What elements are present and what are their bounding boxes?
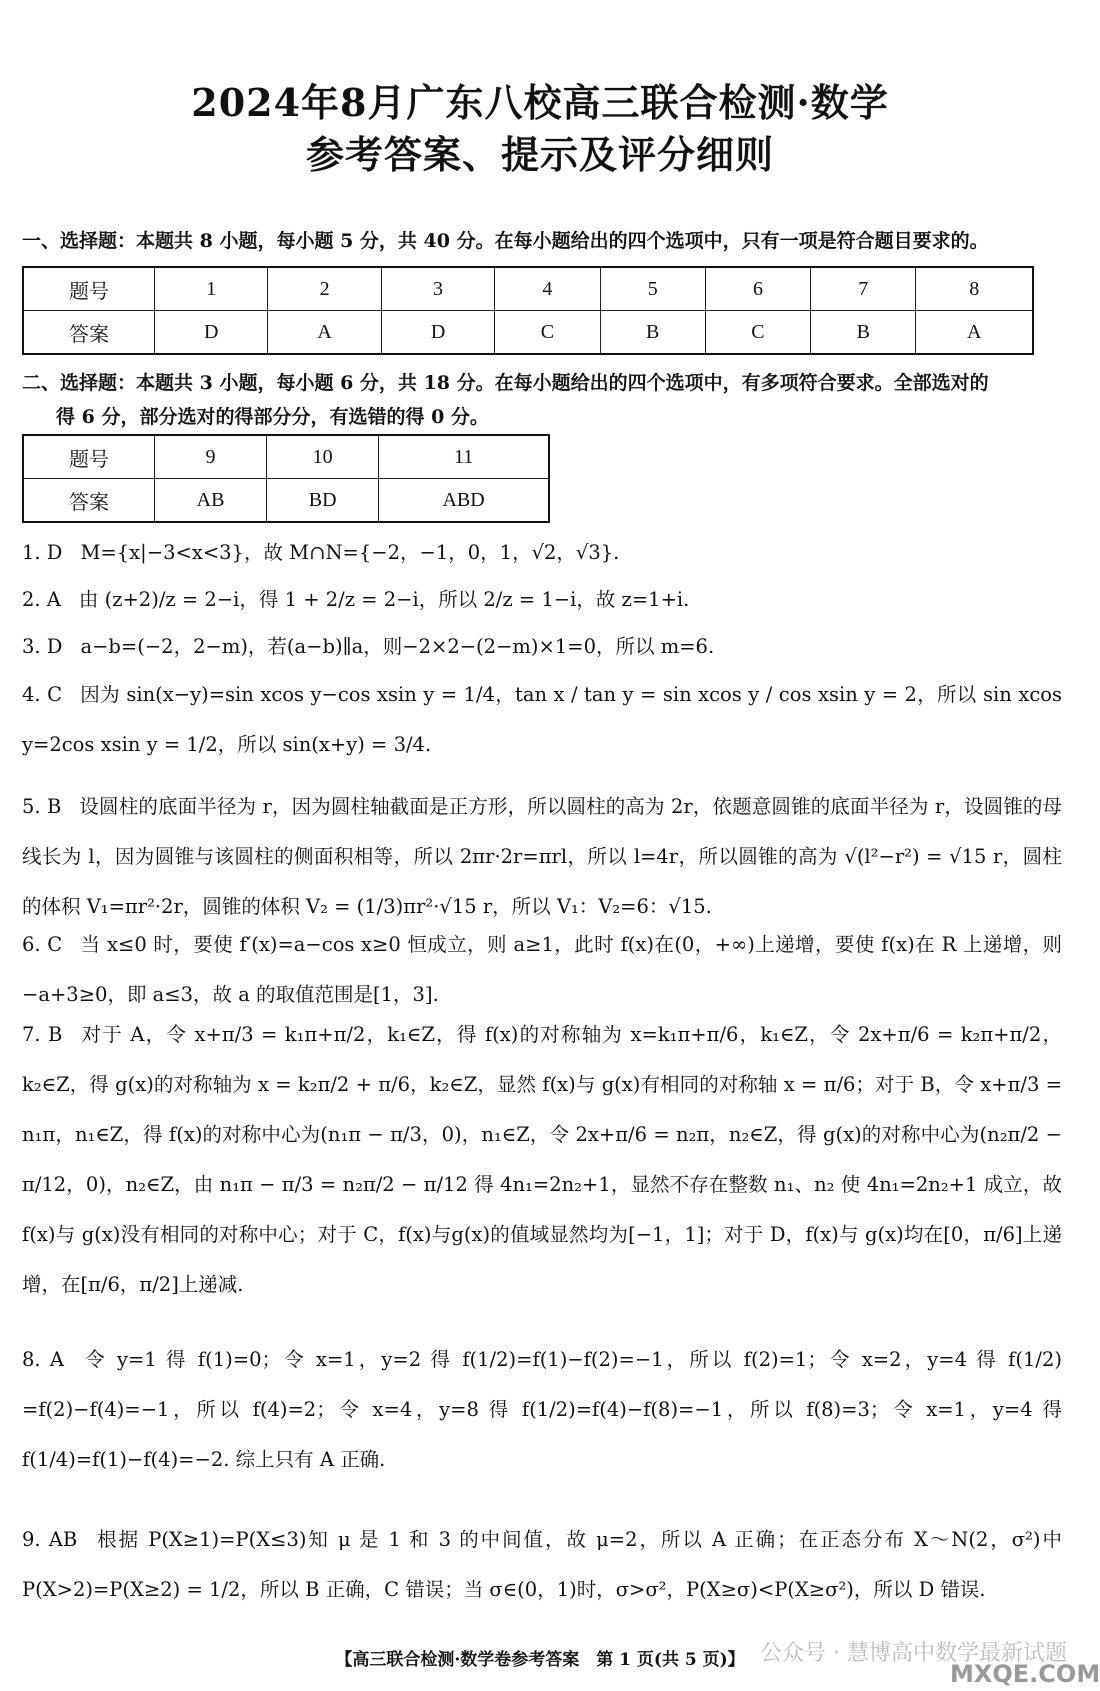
table-cell: 3 <box>381 267 494 311</box>
table-cell: 7 <box>811 267 916 311</box>
solution-text: a−b=(−2，2−m)，若(a−b)∥a，则−2×2−(2−m)×1=0，所以 m=6. <box>80 635 715 658</box>
solution-number: 9. AB <box>22 1528 78 1551</box>
solution-text: 因为 sin(x−y)=sin xcos y−cos xsin y = 1/4，tan x / tan y = sin xcos y / cos xsin y = 2，所以 sin xcos y=2cos xsin y = 1/2，所以 sin(x+y) = 3/4. <box>22 683 1062 756</box>
solution-number: 6. C <box>22 933 63 956</box>
solution-number: 3. D <box>22 635 63 658</box>
solution-text: 设圆柱的底面半径为 r，因为圆柱轴截面是正方形，所以圆柱的高为 2r，依题意圆锥的底面半径为 r，设圆锥的母线长为 l，因为圆锥与该圆柱的侧面积相等，所以 2πr·2r=πrl，所以 l=4r，所以圆锥的高为 √(l²−r²) = √15 r，圆柱的体积 V₁=πr²·2r，圆锥的体积 V₂ = (1/3)πr²·√15 r，所以 V₁：V₂=6：√15. <box>22 795 1063 918</box>
table-cell: ABD <box>379 479 549 523</box>
table-cell: A <box>916 311 1033 355</box>
table-cell: 10 <box>267 435 379 479</box>
solution-text: 由 (z+2)/z = 2−i，得 1 + 2/z = 2−i，所以 2/z = 1−i，故 z=1+i. <box>78 588 690 611</box>
solution-text: 对于 A，令 x+π/3 = k₁π+π/2，k₁∈Z，得 f(x)的对称轴为 x=k₁π+π/6，k₁∈Z，令 2x+π/6 = k₂π+π/2，k₂∈Z，得 g(x)的对称轴为 x = k₂π/2 + π/6，k₂∈Z，显然 f(x)与 g(x)有相同的对称轴 x = π/6；对于 B，令 x+π/3 = n₁π，n₁∈Z，得 f(x)的对称中心为(n₁π − π/3，0)，n₁∈Z，令 2x+π/6 = n₂π，n₂∈Z，得 g(x)的对称中心为(n₂π/2 − π/12，0)，n₂∈Z，由 n₁π − π/3 = n₂π/2 − π/12 得 4n₁=2n₂+1，显然不存在整数 n₁、n₂ 使 4n₁=2n₂+1 成立，故 f(x)与 g(x)没有相同的对称中心；对于 C，f(x)与g(x)的值域显然均为[−1，1]；对于 D，f(x)与 g(x)均在[0，π/6]上递增，在[π/6，π/2]上递减. <box>22 1023 1062 1296</box>
table-cell: 6 <box>705 267 810 311</box>
table-cell: 1 <box>155 267 268 311</box>
section2-heading <box>22 366 1062 434</box>
table-cell: B <box>600 311 705 355</box>
table-cell: 11 <box>379 435 549 479</box>
table-cell: D <box>155 311 268 355</box>
row-label: 答案 <box>23 479 155 523</box>
solution-number: 5. B <box>22 795 62 818</box>
answer-table-2 <box>22 434 550 523</box>
table-row <box>23 435 549 479</box>
solution-1 <box>22 528 1062 578</box>
section2-heading-line2: 得 6 分，部分选对的得部分分，有选错的得 0 分。 <box>56 406 489 428</box>
page-footer: 【高三联合检测·数学卷参考答案 第 1 页(共 5 页)】 <box>335 1650 745 1670</box>
solution-9 <box>22 1515 1062 1615</box>
solution-2 <box>22 575 1062 625</box>
solution-number: 8. A <box>22 1348 64 1371</box>
table-cell: 9 <box>155 435 267 479</box>
table-row <box>23 479 549 523</box>
solution-3 <box>22 622 1062 672</box>
solution-text: 当 x≤0 时，要使 f′(x)=a−cos x≥0 恒成立，则 a≥1，此时 f(x)在(0，+∞)上递增，要使 f(x)在 R 上递增，则−a+3≥0，即 a≤3，故 a 的取值范围是[1，3]. <box>22 933 1062 1006</box>
table-cell: BD <box>267 479 379 523</box>
table-cell: A <box>268 311 381 355</box>
solution-text: 令 y=1 得 f(1)=0；令 x=1，y=2 得 f(1/2)=f(1)−f(2)=−1，所以 f(2)=1；令 x=2，y=4 得 f(1/2) =f(2)−f(4)=−1，所以 f(4)=2；令 x=4，y=8 得 f(1/2)=f(4)−f(8)=−1，所以 f(8)=3；令 x=1，y=4 得 f(1/4)=f(1)−f(4)=−2. 综上只有 A 正确. <box>22 1348 1062 1471</box>
solution-5 <box>22 782 1062 932</box>
solution-text: M={x|−3<x<3}，故 M∩N={−2，−1，0，1，√2，√3}. <box>80 541 620 564</box>
table-cell: 8 <box>916 267 1033 311</box>
solution-7 <box>22 1010 1062 1310</box>
page-subtitle: 参考答案、提示及评分细则 <box>305 132 774 177</box>
row-label: 答案 <box>23 311 155 355</box>
row-label: 题号 <box>23 435 155 479</box>
solution-8 <box>22 1335 1062 1485</box>
solution-number: 1. D <box>22 541 63 564</box>
page-title: 2024年8月广东八校高三联合检测·数学 <box>191 80 889 125</box>
solution-number: 7. B <box>22 1023 63 1046</box>
solution-6 <box>22 920 1062 1020</box>
table-row <box>23 267 1033 311</box>
table-row <box>23 311 1033 355</box>
table-cell: 5 <box>600 267 705 311</box>
table-cell: 4 <box>495 267 600 311</box>
table-cell: C <box>705 311 810 355</box>
table-cell: C <box>495 311 600 355</box>
section2-heading-line1: 二、选择题：本题共 3 小题，每小题 6 分，共 18 分。在每小题给出的四个选项中，有多项符合要求。全部选对的 <box>22 372 989 394</box>
table-cell: B <box>811 311 916 355</box>
row-label: 题号 <box>23 267 155 311</box>
solution-text: 根据 P(X≥1)=P(X≤3)知 μ 是 1 和 3 的中间值，故 μ=2，所以 A 正确；在正态分布 X～N(2，σ²)中 P(X>2)=P(X≥2) = 1/2，所以 B 正确，C 错误；当 σ∈(0，1)时，σ>σ²，P(X≥σ)<P(X≥σ²)，所以 D 错误. <box>22 1528 1062 1601</box>
section1-heading: 一、选择题：本题共 8 小题，每小题 5 分，共 40 分。在每小题给出的四个选项中，只有一项是符合题目要求的。 <box>22 230 989 252</box>
solution-number: 2. A <box>22 588 61 611</box>
table-cell: AB <box>155 479 267 523</box>
watermark: 公众号 · 慧博高中数学最新试题 <box>760 1641 1067 1666</box>
answer-table-1 <box>22 266 1034 355</box>
table-cell: 2 <box>268 267 381 311</box>
solution-number: 4. C <box>22 683 63 706</box>
table-cell: D <box>381 311 494 355</box>
solution-4 <box>22 670 1062 770</box>
site-watermark: MXQE.COM <box>950 1660 1100 1688</box>
